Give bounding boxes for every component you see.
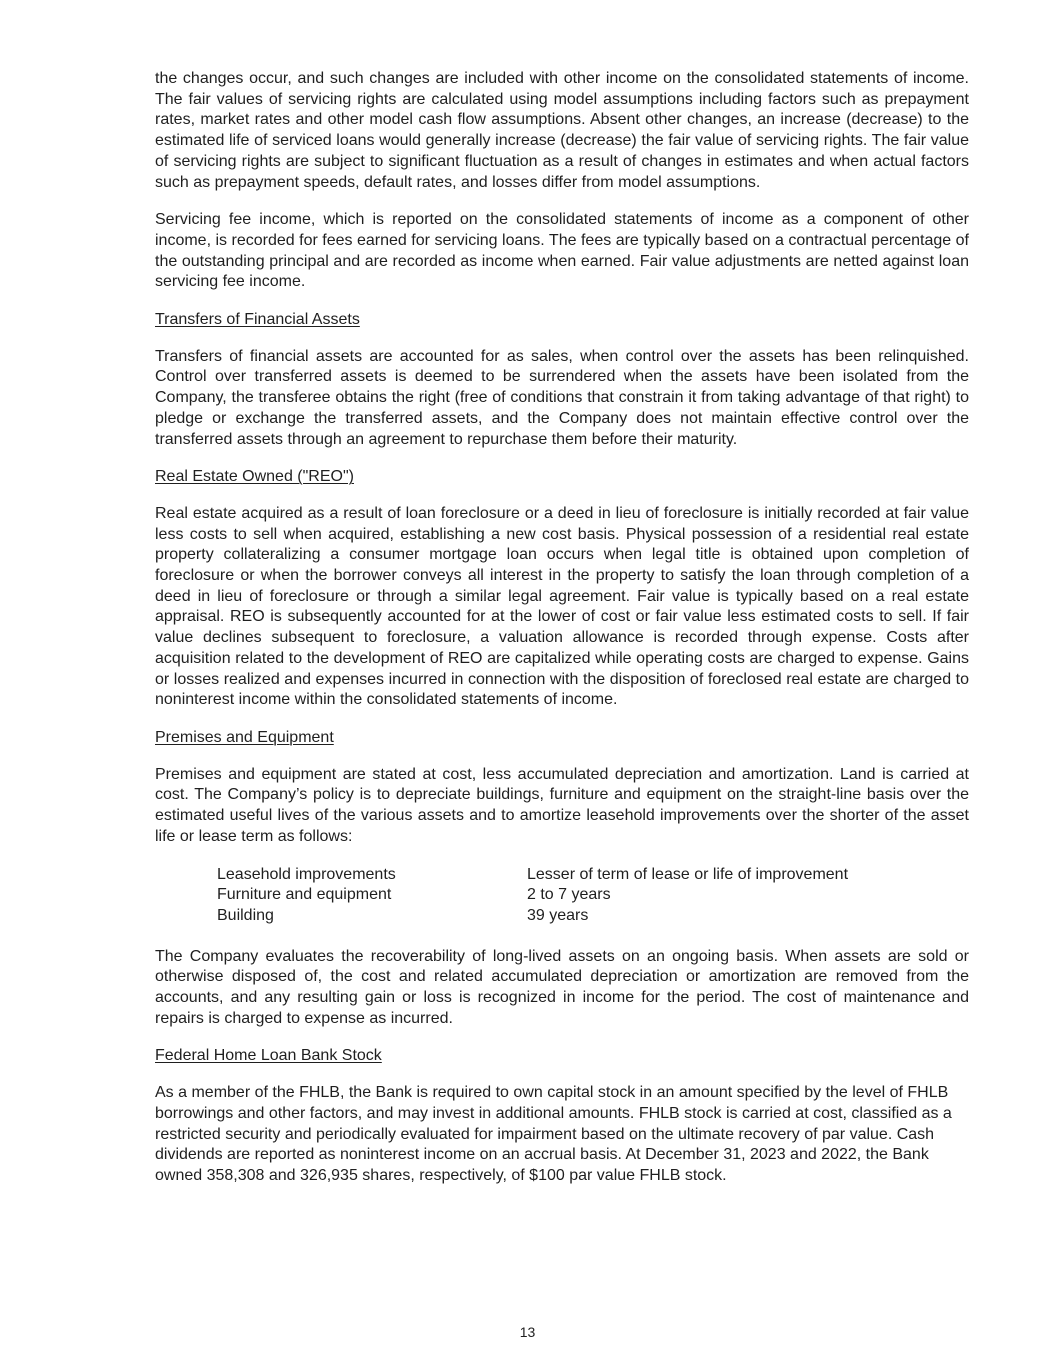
premises-paragraph: Premises and equipment are stated at cost, less accumulated depreciation and amortization. Land is carried at cost. The Company’s policy is to depreciate buildings, furniture and equipment on the straight-line basis over the estimated useful lives of the various assets and to amortize leasehold improvements over the shorter of the asset life or lease term as follows:	[155, 765, 969, 845]
table-row	[217, 906, 848, 927]
useful-lives-table	[217, 865, 848, 927]
servicing-fee-paragraph: Servicing fee income, which is reported on the consolidated statements of income as a component of other income, is recorded for fees earned for servicing loans. The fees are typically based on a contractual percentage of the outstanding principal and are recorded as income when earned. Fair value adjustments are netted against loan servicing fee income.	[155, 211, 969, 291]
asset-cell: Furniture and equipment	[217, 886, 392, 904]
premises-heading: Premises and Equipment	[155, 728, 334, 746]
page-number: 13	[519, 1324, 536, 1340]
fhlb-heading: Federal Home Loan Bank Stock	[155, 1047, 382, 1065]
life-cell: Lesser of term of lease or life of improvement	[527, 865, 849, 883]
life-cell: 2 to 7 years	[527, 886, 611, 904]
transfers-paragraph: Transfers of financial assets are accounted for as sales, when control over the assets has been relinquished. Control over transferred assets is deemed to be surrendered when the assets have been isolated from the Company, the transferee obtains the right (free of conditions that constrain it from taking advantage of that right) to pledge or exchange the transferred assets, and the Company does not maintain effective control over the transferred assets through an agreement to repurchase them before their maturity.	[155, 347, 969, 448]
asset-cell: Leasehold improvements	[217, 865, 396, 883]
fhlb-paragraph: As a member of the FHLB, the Bank is required to own capital stock in an amount specified by the level of FHLB borrowings and other factors, and may invest in additional amounts. FHLB stock is carried at cost, classified as a restricted security and periodically evaluated for impairment based on the ultimate recovery of par value. Cash dividends are reported as noninterest income on an accrual basis. At December 31, 2023 and 2022, the Bank owned 358,308 and 326,935 shares, respectively, of $100 par value FHLB stock.	[155, 1084, 952, 1184]
asset-cell: Building	[217, 906, 274, 924]
transfers-heading: Transfers of Financial Assets	[155, 311, 360, 329]
table-row	[217, 885, 848, 906]
servicing-rights-paragraph: the changes occur, and such changes are included with other income on the consolidated statements of income. The fair values of servicing rights are calculated using model assumptions including factors such as prepayment rates, market rates and other model cash flow assumptions. Absent other changes, an increase (decrease) to the estimated life of serviced loans would generally increase (decrease) the fair value of servicing rights. The fair value of servicing rights are subject to significant fluctuation as a result of changes in estimates and when actual factors such as prepayment speeds, default rates, and losses differ from model assumptions.	[155, 70, 969, 191]
recoverability-paragraph: The Company evaluates the recoverability of long-lived assets on an ongoing basis. When assets are sold or otherwise disposed of, the cost and related accumulated depreciation or amortization are removed from the accounts, and any resulting gain or loss is recognized in income for the period. The cost of maintenance and repairs is charged to expense as incurred.	[155, 947, 969, 1027]
document-page	[155, 69, 969, 1204]
table-row	[217, 865, 848, 886]
reo-heading: Real Estate Owned ("REO")	[155, 468, 354, 486]
life-cell: 39 years	[527, 906, 589, 924]
reo-paragraph: Real estate acquired as a result of loan foreclosure or a deed in lieu of foreclosure is initially recorded at fair value less costs to sell when acquired, establishing a new cost basis. Physical possession of a residential real estate property collateralizing a consumer mortgage loan occurs when legal title is obtained upon completion of foreclosure or when the borrower conveys all interest in the property to satisfy the loan through completion of a deed in lieu of foreclosure or through a similar legal agreement. Fair value is typically based on a real estate appraisal. REO is subsequently accounted for at the lower of cost or fair value less estimated costs to sell. If fair value declines subsequent to foreclosure, a valuation allowance is recorded through expense. Costs after acquisition related to the development of REO are capitalized while operating costs are charged to expense. Gains or losses realized and expenses incurred in connection with the disposition of foreclosed real estate are charged to noninterest income within the consolidated statements of income.	[155, 504, 969, 709]
